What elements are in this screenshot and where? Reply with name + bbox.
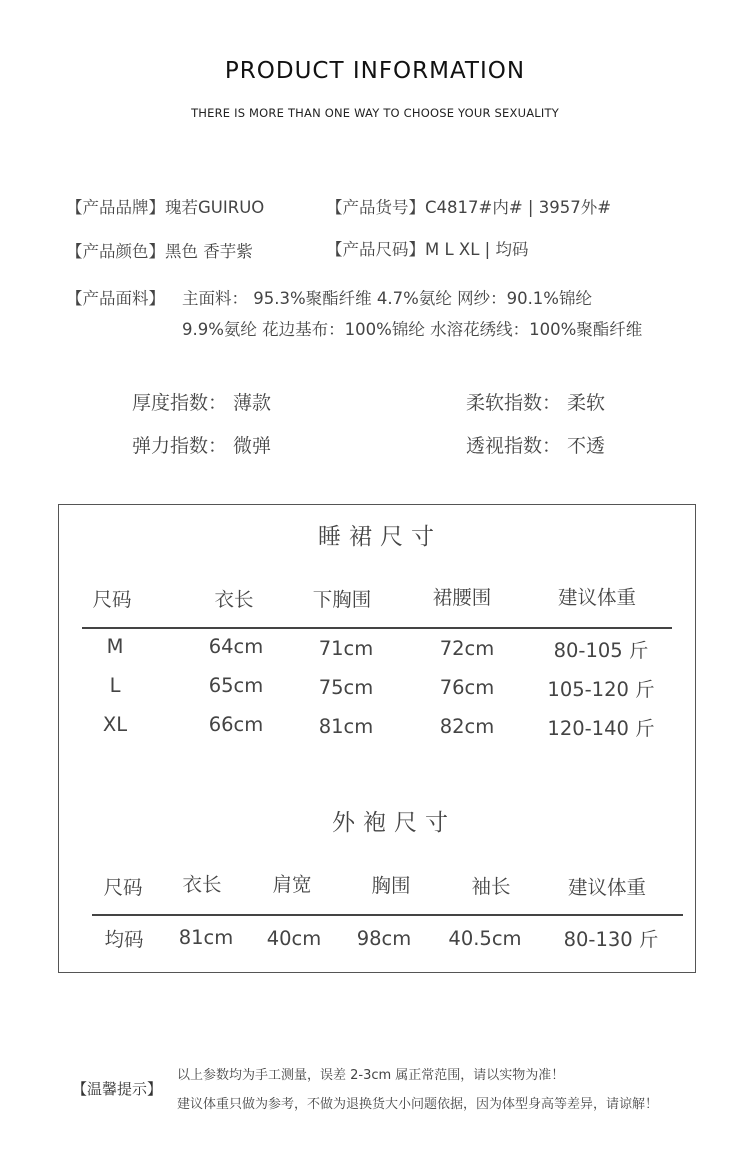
info-fabric-line2: 9.9%氨纶 花边基布：100%锦纶 水溶花绣线：100%聚酯纤维 (182, 320, 643, 339)
notes-line1: 以上参数均为手工测量，误差 2-3cm 属正常范围，请以实物为准！ (177, 1068, 565, 1083)
nd-cell: L (109, 674, 121, 697)
notes-line2: 建议体重只做为参考，不做为退换货大小问题依据，因为体型身高等差异，请谅解！ (177, 1097, 659, 1112)
robe-header-sleeve: 袖长 (471, 875, 511, 898)
nd-cell: 120-140 斤 (547, 717, 655, 740)
robe-header-bust: 胸围 (371, 874, 411, 897)
nd-header-size: 尺码 (92, 588, 132, 611)
robe-cell: 98cm (356, 927, 412, 950)
nd-cell: 72cm (439, 637, 495, 660)
robe-header-shoulder: 肩宽 (272, 873, 312, 896)
notes-label: 【温馨提示】 (72, 1080, 163, 1098)
nightdress-title: 睡裙尺寸 (318, 524, 442, 550)
index-transparency: 透视指数： 不透 (466, 435, 606, 457)
nd-cell: 71cm (318, 637, 374, 660)
info-brand: 【产品品牌】瑰若GUIRUO (66, 198, 265, 217)
robe-cell: 均码 (104, 928, 144, 951)
info-fabric-line1: 主面料： 95.3%聚酯纤维 4.7%氨纶 网纱：90.1%锦纶 (182, 289, 592, 308)
nd-cell: XL (102, 713, 128, 736)
nd-header-waist: 裙腰围 (432, 586, 492, 609)
nd-cell: 65cm (208, 674, 264, 697)
nd-header-weight: 建议体重 (557, 586, 636, 609)
robe-header-weight: 建议体重 (567, 876, 646, 899)
info-size: 【产品尺码】M L XL | 均码 (326, 240, 529, 259)
page-title: PRODUCT INFORMATION (224, 58, 526, 84)
robe-header-length: 衣长 (182, 873, 222, 896)
nd-cell: 105-120 斤 (547, 678, 655, 701)
nd-cell: 75cm (318, 676, 374, 699)
index-thickness: 厚度指数： 薄款 (132, 392, 272, 414)
nd-header-length: 衣长 (214, 588, 254, 611)
robe-cell: 81cm (178, 926, 234, 949)
robe-title: 外袍尺寸 (332, 810, 456, 836)
robe-header-rule (92, 914, 683, 916)
page-subtitle: THERE IS MORE THAN ONE WAY TO CHOOSE YOUR SEXUALITY (191, 106, 559, 120)
info-fabric-label: 【产品面料】 (66, 289, 165, 308)
nd-header-rule (82, 627, 672, 629)
nd-cell: 66cm (208, 713, 264, 736)
index-elasticity: 弹力指数： 微弹 (132, 435, 272, 457)
nd-header-underbust: 下胸围 (312, 588, 372, 611)
info-sku: 【产品货号】C4817#内# | 3957外# (326, 198, 612, 217)
index-softness: 柔软指数： 柔软 (466, 392, 606, 414)
nd-cell: M (106, 635, 124, 658)
nd-cell: 64cm (208, 635, 264, 658)
robe-cell: 80-130 斤 (563, 928, 659, 951)
robe-header-size: 尺码 (103, 876, 143, 899)
nd-cell: 81cm (318, 715, 374, 738)
robe-cell: 40.5cm (448, 927, 522, 950)
nd-cell: 80-105 斤 (553, 639, 649, 662)
nd-cell: 82cm (439, 715, 495, 738)
info-color: 【产品颜色】黑色 香芋紫 (66, 242, 253, 261)
nd-cell: 76cm (439, 676, 495, 699)
robe-cell: 40cm (266, 927, 322, 950)
